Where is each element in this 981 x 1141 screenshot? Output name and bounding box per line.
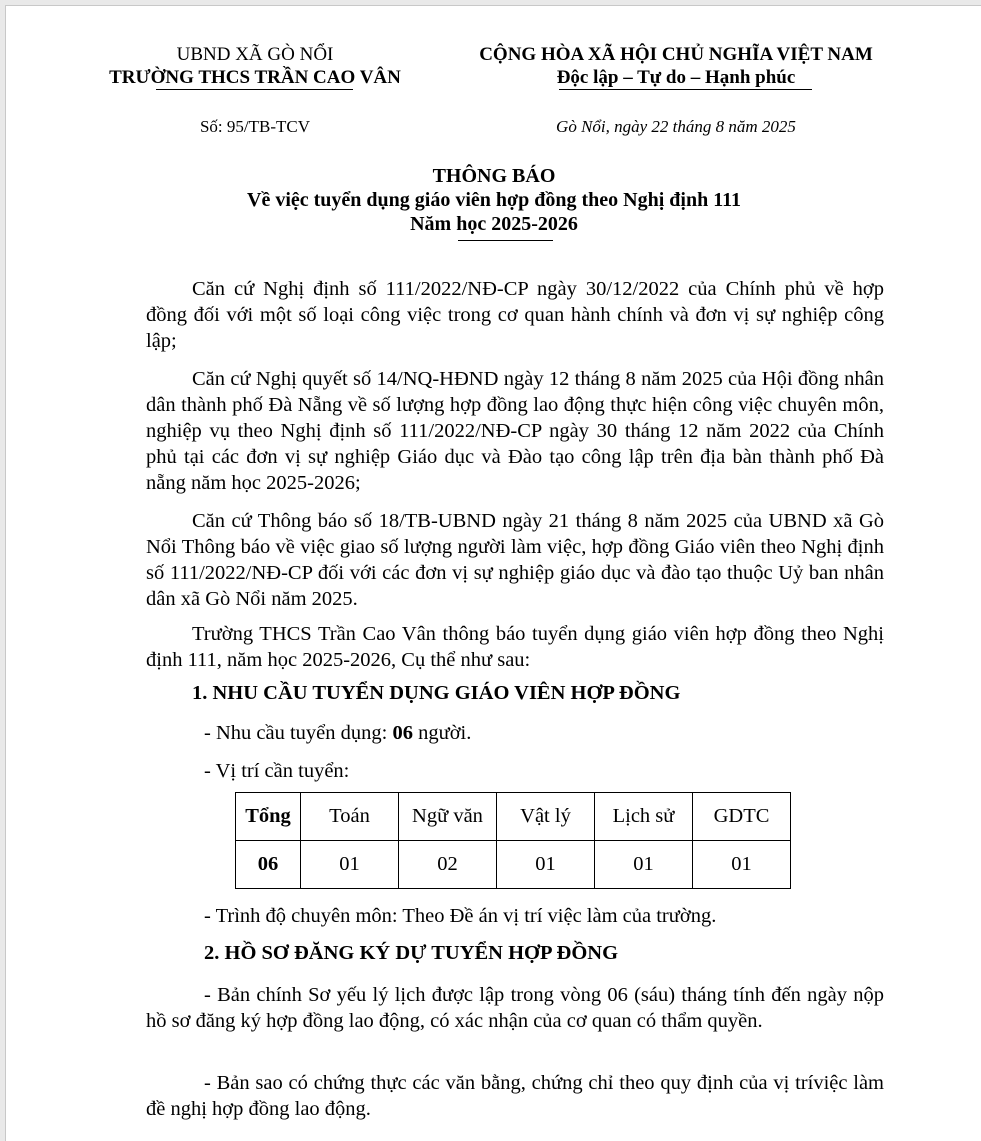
positions-table (235, 792, 791, 889)
need-count: 06 (392, 722, 413, 744)
document-page (5, 5, 981, 1141)
paragraph-legal-basis-1 (146, 276, 884, 354)
header-cell-total: Tổng (236, 793, 301, 841)
nation-title: CỘNG HÒA XÃ HỘI CHỦ NGHĨA VIỆT NAM (479, 44, 873, 65)
dossier-text: - Bản chính Sơ yếu lý lịch được lập trong vòng 06 (sáu) tháng tính đến ngày nộp hồ sơ đăng ký hợp đồng lao động, có xác nhận của cơ quan có thẩm quyền. (146, 984, 884, 1032)
recruitment-need (204, 720, 471, 746)
paragraph-text: Căn cứ Nghị định số 111/2022/NĐ-CP ngày 30/12/2022 của Chính phủ về hợp đồng đối với một số loại công việc trong cơ quan hành chính và đơn vị sự nghiệp công lập; (146, 278, 884, 352)
paragraph-text: Trường THCS Trần Cao Vân thông báo tuyển dụng giáo viên hợp đồng theo Nghị định 111, năm học 2025-2026, Cụ thể như sau: (146, 623, 884, 671)
header-cell: Ngữ văn (399, 793, 497, 841)
paragraph-text: Căn cứ Thông báo số 18/TB-UBND ngày 21 tháng 8 năm 2025 của UBND xã Gò Nổi Thông báo về việc giao số lượng người làm việc, hợp đồng Giáo viên theo Nghị định số 111/2022/NĐ-CP đối với các đơn vị sự nghiệp giáo dục và đào tạo thuộc Uỷ ban nhân dân xã Gò Nổi năm 2025. (146, 510, 884, 610)
document-number: Số: 95/TB-TCV (199, 117, 311, 136)
header-cell: Toán (301, 793, 399, 841)
value-cell: 01 (301, 841, 399, 889)
qualification: - Trình độ chuyên môn: Theo Đề án vị trí việc làm của trường. (204, 905, 717, 927)
notice-school-year: Năm học 2025-2026 (410, 213, 578, 235)
value-cell-total: 06 (236, 841, 301, 889)
value-cell: 01 (497, 841, 595, 889)
title-underline (458, 240, 553, 241)
paragraph-legal-basis-2 (146, 366, 884, 496)
paragraph-legal-basis-3 (146, 508, 884, 612)
place-date: Gò Nổi, ngày 22 tháng 8 năm 2025 (556, 117, 796, 136)
notice-title: THÔNG BÁO (432, 165, 556, 187)
notice-subject: Về việc tuyển dụng giáo viên hợp đồng theo Nghị định 111 (247, 189, 741, 211)
paragraph-text: Căn cứ Nghị quyết số 14/NQ-HĐND ngày 12 tháng 8 năm 2025 của Hội đồng nhân dân thành phố Đà Nẵng về số lượng hợp đồng lao động thực hiện công việc chuyên môn, nghiệp vụ theo Nghị định số 111/2022/NĐ-CP ngày 30 tháng 12 năm 2022 của Chính phủ tại các đơn vị sự nghiệp Giáo dục và Đào tạo công lập trên địa bàn thành phố Đà nẵng năm học 2025-2026; (146, 368, 884, 494)
school-name: TRƯỜNG THCS TRẦN CAO VÂN (109, 67, 401, 88)
table-header-row (236, 793, 791, 841)
nation-motto: Độc lập – Tự do – Hạnh phúc (556, 67, 796, 88)
header-cell: Vật lý (497, 793, 595, 841)
school-underline (156, 89, 353, 90)
paragraph-announcement (146, 621, 884, 673)
need-prefix: - Nhu cầu tuyển dụng: (204, 722, 393, 744)
header-cell: Lịch sử (595, 793, 693, 841)
need-suffix: người. (412, 722, 472, 744)
section-2-heading: 2. HỒ SƠ ĐĂNG KÝ DỰ TUYỂN HỢP ĐỒNG (204, 942, 619, 964)
dossier-item-2 (146, 1070, 884, 1122)
value-cell: 01 (595, 841, 693, 889)
header-cell: GDTC (693, 793, 791, 841)
section-1-heading: 1. NHU CẦU TUYỂN DỤNG GIÁO VIÊN HỢP ĐỒNG (192, 682, 681, 704)
value-cell: 02 (399, 841, 497, 889)
motto-underline (559, 89, 812, 90)
dossier-text: - Bản sao có chứng thực các văn bằng, chứng chỉ theo quy định của vị tríviệc làm đề nghị hợp đồng lao động. (146, 1072, 884, 1120)
positions-label: - Vị trí cần tuyển: (204, 760, 350, 782)
dossier-item-1 (146, 982, 884, 1034)
value-cell: 01 (693, 841, 791, 889)
table-row (236, 841, 791, 889)
agency-name: UBND XÃ GÒ NỔI (176, 44, 334, 65)
